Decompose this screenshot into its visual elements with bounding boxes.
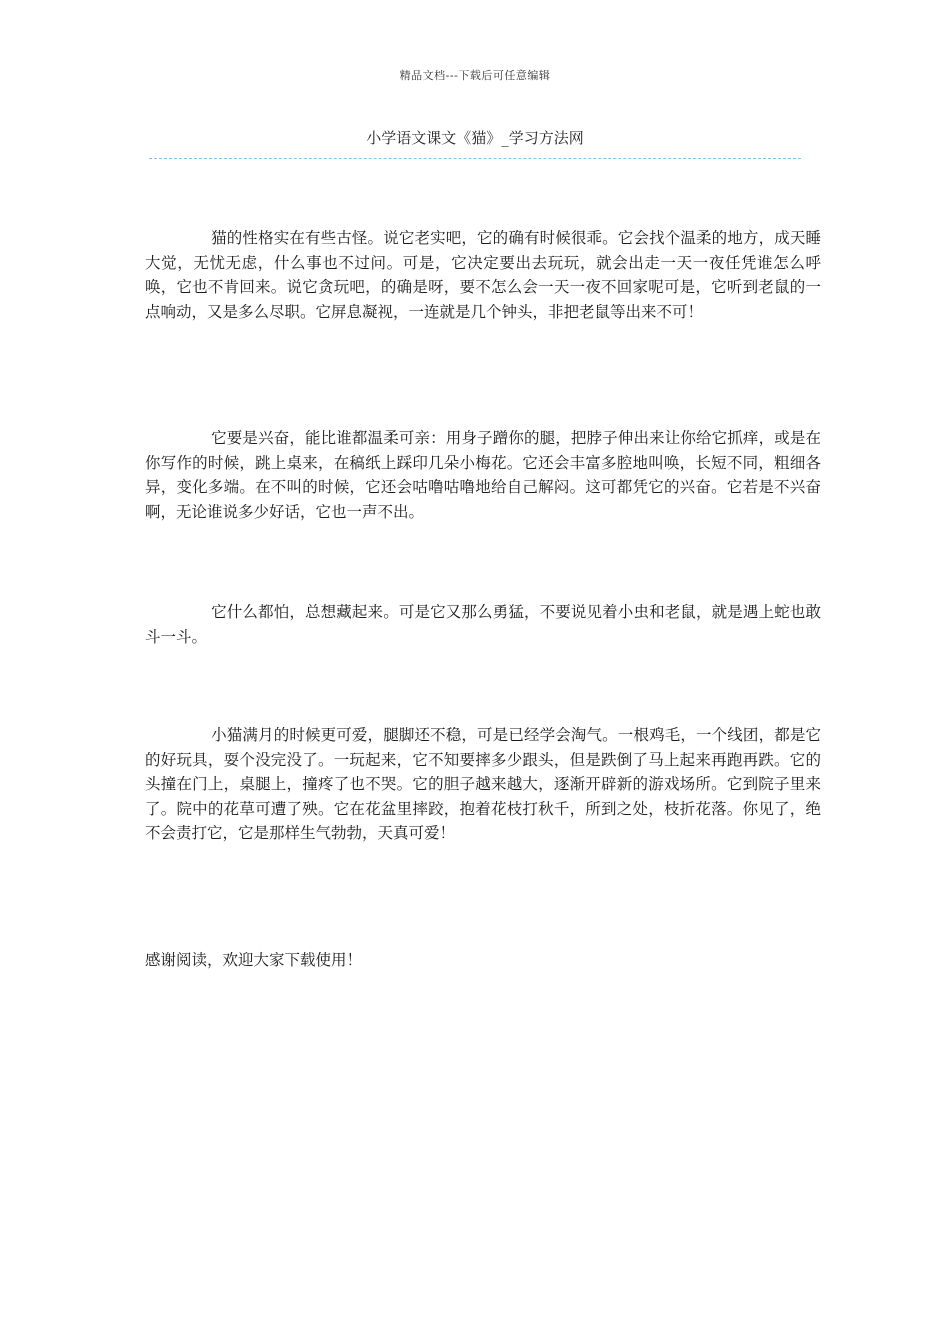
paragraph-text: 猫的性格实在有些古怪。说它老实吧，它的确有时候很乖。它会找个温柔的地方，成天睡大觉，无忧无虑，什么事也不过问。可是，它决定要出去玩玩，就会出走一天一夜任凭谁怎么呼唤，它也不肯回来。说它贪玩吧，的确是呀，要不怎么会一天一夜不回家呢可是，它听到老鼠的一点响动，又是多么尽职。它屏息凝视，一连就是几个钟头，非把老鼠等出来不可！ <box>145 229 821 321</box>
paragraph-text: 小猫满月的时候更可爱，腿脚还不稳，可是已经学会淘气。一根鸡毛，一个线团，都是它的好玩具，耍个没完没了。一玩起来，它不知要摔多少跟头，但是跌倒了马上起来再跑再跌。它的头撞在门上，桌腿上，撞疼了也不哭。它的胆子越来越大，逐渐开辟新的游戏场所。它到院子里来了。院中的花草可遭了殃。它在花盆里摔跤，抱着花枝打秋千，所到之处，枝折花落。你见了，绝不会责打它，它是那样生气勃勃，天真可爱！ <box>145 726 821 842</box>
title-divider <box>149 158 801 159</box>
paragraph-text: 它什么都怕，总想藏起来。可是它又那么勇猛，不要说见着小虫和老鼠，就是遇上蛇也敢斗一斗。 <box>145 603 821 646</box>
paragraph-text: 它要是兴奋，能比谁都温柔可亲：用身子蹭你的腿，把脖子伸出来让你给它抓痒，或是在你写作的时候，跳上桌来，在稿纸上踩印几朵小梅花。它还会丰富多腔地叫唤，长短不同，粗细各异，变化多端。在不叫的时候，它还会咕噜咕噜地给自己解闷。这可都凭它的兴奋。它若是不兴奋啊，无论谁说多少好话，它也一声不出。 <box>145 429 821 521</box>
paragraph-4 <box>145 723 821 846</box>
paragraph-3 <box>145 600 821 649</box>
paragraph-2 <box>145 426 821 524</box>
document-title: 小学语文课文《猫》_学习方法网 <box>366 129 584 147</box>
closing-note: 感谢阅读，欢迎大家下载使用！ <box>145 951 363 969</box>
header-note: 精品文档---下载后可任意编辑 <box>399 69 551 82</box>
paragraph-1 <box>145 226 821 324</box>
